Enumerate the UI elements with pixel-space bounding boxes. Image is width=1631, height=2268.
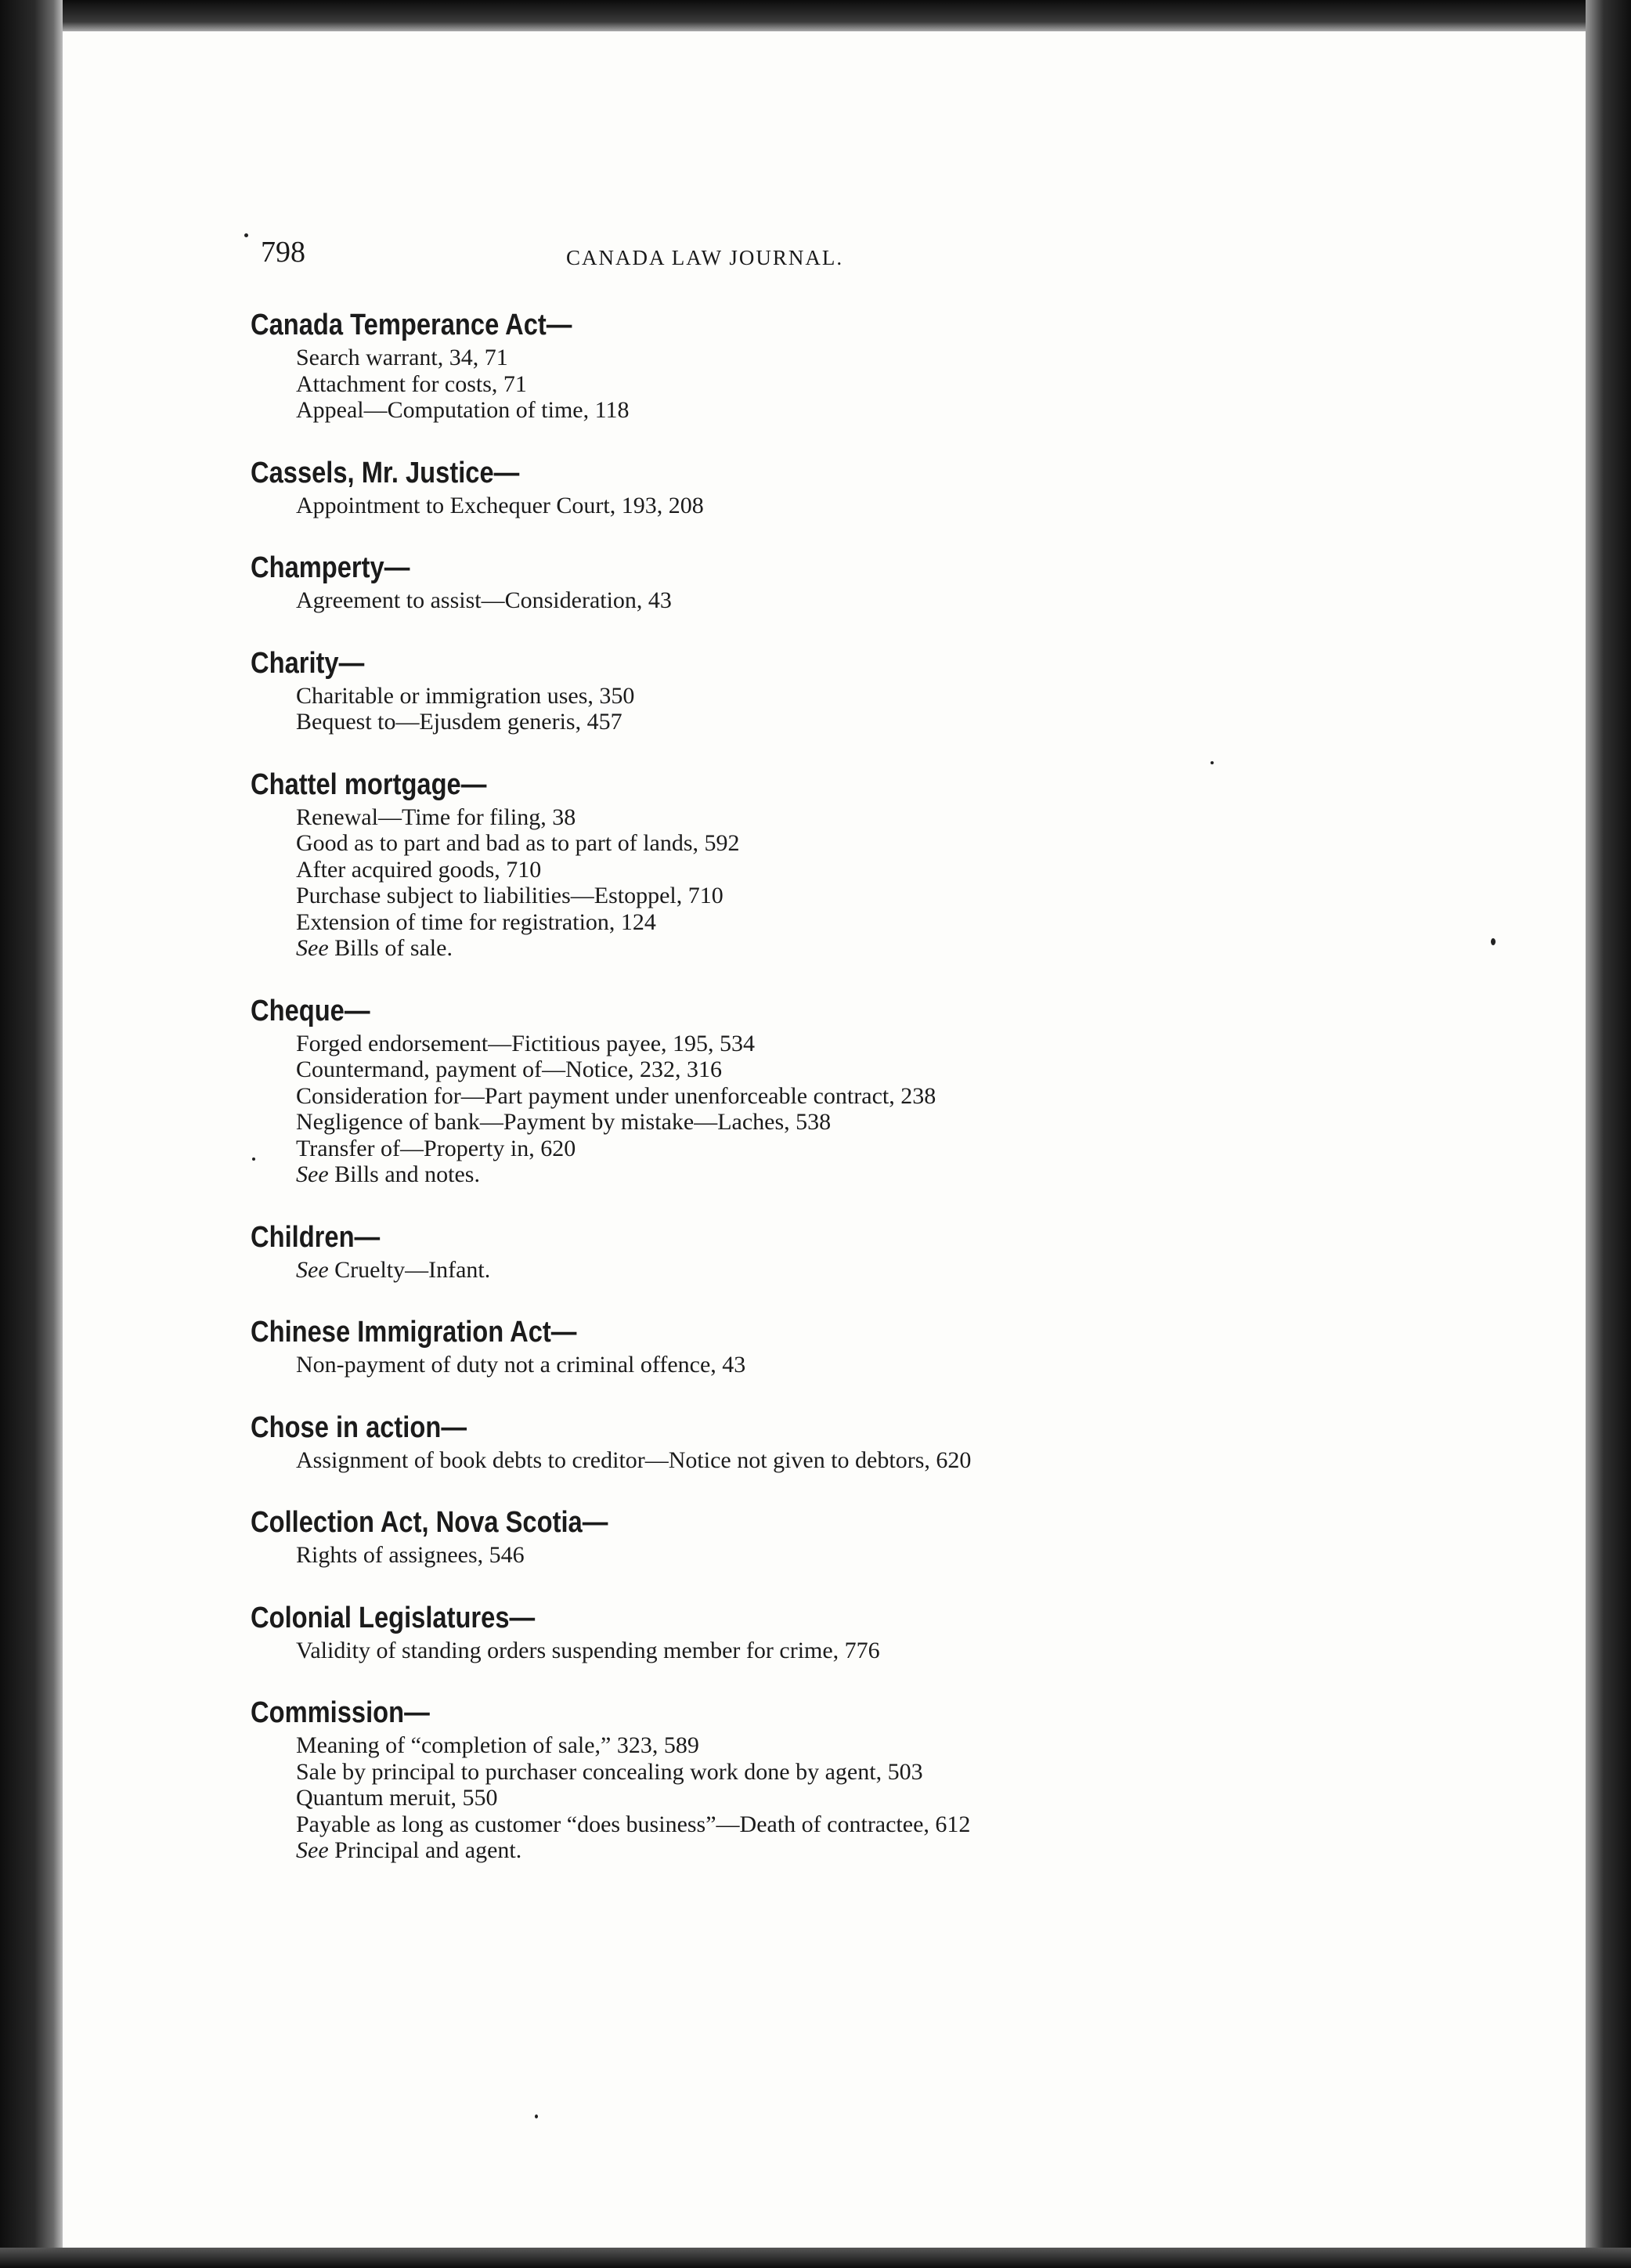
entry-subheading — [251, 1083, 1503, 1110]
ink-speck — [535, 2115, 538, 2118]
see-reference-word: See — [296, 1256, 329, 1283]
subheading-text: Charitable or immigration uses, 350 — [296, 682, 635, 709]
index-entry — [251, 765, 1503, 962]
entry-heading: Children— — [251, 1220, 381, 1254]
index-entry — [251, 644, 1503, 735]
subheading-text: Negligence of bank—Payment by mistake—Laches, 538 — [296, 1109, 832, 1135]
entry-subheading — [251, 683, 1503, 710]
ink-speck — [1211, 761, 1214, 764]
entry-subheading — [251, 830, 1503, 857]
index-entry — [251, 305, 1503, 424]
index-entry — [251, 548, 1503, 614]
subheading-text: Meaning of “completion of sale,” 323, 589 — [296, 1732, 699, 1758]
entry-subheading — [251, 709, 1503, 735]
index-entry — [251, 991, 1503, 1188]
entry-heading: Champerty— — [251, 551, 410, 584]
scan-edge-top — [0, 0, 1631, 31]
entry-subheading — [251, 1136, 1503, 1162]
entry-heading: Cheque— — [251, 994, 370, 1027]
scan-edge-bottom — [0, 2248, 1631, 2268]
index-list — [251, 305, 1503, 1894]
scan-edge-left — [0, 0, 63, 2268]
entry-subheading — [251, 397, 1503, 424]
subheading-text: Quantum meruit, 550 — [296, 1785, 498, 1811]
subheading-text: Appeal—Computation of time, 118 — [296, 397, 630, 423]
page-number: 798 — [261, 236, 305, 269]
subheading-text: Non-payment of duty not a criminal offence, 43 — [296, 1352, 746, 1378]
entry-subheading — [251, 493, 1503, 519]
subheading-text: Extension of time for registration, 124 — [296, 908, 656, 935]
subheading-text: Appointment to Exchequer Court, 193, 208 — [296, 492, 704, 518]
entry-subheading — [251, 1785, 1503, 1811]
entry-heading: Charity— — [251, 646, 365, 680]
subheading-text: Bequest to—Ejusdem generis, 457 — [296, 709, 622, 735]
entry-subheading — [251, 371, 1503, 398]
subheading-text: Assignment of book debts to creditor—Notice not given to debtors, 620 — [296, 1446, 972, 1473]
ink-speck — [252, 1157, 255, 1161]
subheading-text: Rights of assignees, 546 — [296, 1542, 525, 1568]
entry-subheading — [251, 1109, 1503, 1136]
entry-subheading — [251, 1257, 1503, 1284]
entry-subheading — [251, 1732, 1503, 1759]
entry-heading: Collection Act, Nova Scotia— — [251, 1506, 608, 1539]
index-entry — [251, 1598, 1503, 1664]
entry-subheading — [251, 1759, 1503, 1786]
subheading-text: After acquired goods, 710 — [296, 856, 542, 883]
see-reference-word: See — [296, 935, 329, 961]
running-head — [261, 235, 965, 282]
see-reference-word: See — [296, 1161, 329, 1187]
entry-subheading — [251, 909, 1503, 936]
entry-heading: Chattel mortgage— — [251, 767, 487, 801]
subheading-text: Countermand, payment of—Notice, 232, 316 — [296, 1056, 723, 1082]
entry-heading: Cassels, Mr. Justice— — [251, 456, 520, 489]
subheading-text: Good as to part and bad as to part of lands, 592 — [296, 830, 740, 856]
subheading-text: Agreement to assist—Consideration, 43 — [296, 587, 672, 613]
subheading-text: Attachment for costs, 71 — [296, 370, 527, 397]
ink-speck — [244, 233, 248, 237]
index-entry — [251, 1313, 1503, 1378]
entry-subheading — [251, 804, 1503, 831]
entry-subheading — [251, 1542, 1503, 1569]
index-entry — [251, 1408, 1503, 1474]
entry-heading: Chinese Immigration Act— — [251, 1316, 577, 1349]
see-reference-target: Cruelty—Infant. — [334, 1256, 491, 1283]
subheading-text: Payable as long as customer “does business”—Death of contractee, 612 — [296, 1811, 971, 1837]
subheading-text: Consideration for—Part payment under unenforceable contract, 238 — [296, 1082, 936, 1109]
entry-heading: Canada Temperance Act— — [251, 309, 572, 341]
index-entry — [251, 1503, 1503, 1569]
entry-subheading — [251, 1811, 1503, 1838]
entry-subheading — [251, 1031, 1503, 1057]
subheading-text: Validity of standing orders suspending member for crime, 776 — [296, 1637, 880, 1663]
entry-subheading — [251, 883, 1503, 909]
entry-subheading — [251, 857, 1503, 883]
subheading-text: Sale by principal to purchaser concealing work done by agent, 503 — [296, 1758, 923, 1785]
index-entry — [251, 1218, 1503, 1284]
ink-speck — [1491, 938, 1496, 945]
index-entry — [251, 1693, 1503, 1864]
entry-subheading — [251, 1161, 1503, 1188]
entry-subheading — [251, 1352, 1503, 1378]
subheading-text: Transfer of—Property in, 620 — [296, 1135, 576, 1161]
entry-subheading — [251, 935, 1503, 962]
journal-title: CANADA LAW JOURNAL. — [566, 246, 844, 269]
entry-subheading — [251, 345, 1503, 371]
see-reference-target: Bills and notes. — [334, 1161, 480, 1187]
scan-edge-right — [1586, 0, 1631, 2268]
entry-heading: Commission— — [251, 1696, 430, 1729]
see-reference-target: Principal and agent. — [334, 1837, 522, 1863]
index-entry — [251, 453, 1503, 519]
entry-heading: Chose in action— — [251, 1410, 467, 1444]
entry-heading: Colonial Legislatures— — [251, 1601, 536, 1634]
subheading-text: Search warrant, 34, 71 — [296, 345, 508, 370]
subheading-text: Forged endorsement—Fictitious payee, 195, 534 — [296, 1030, 756, 1056]
entry-subheading — [251, 1837, 1503, 1864]
see-reference-word: See — [296, 1837, 329, 1863]
entry-subheading — [251, 587, 1503, 614]
entry-subheading — [251, 1056, 1503, 1083]
entry-subheading — [251, 1638, 1503, 1664]
entry-subheading — [251, 1447, 1243, 1474]
see-reference-target: Bills of sale. — [334, 935, 453, 961]
subheading-text: Purchase subject to liabilities—Estoppel, 710 — [296, 883, 723, 908]
subheading-text: Renewal—Time for filing, 38 — [296, 804, 576, 830]
